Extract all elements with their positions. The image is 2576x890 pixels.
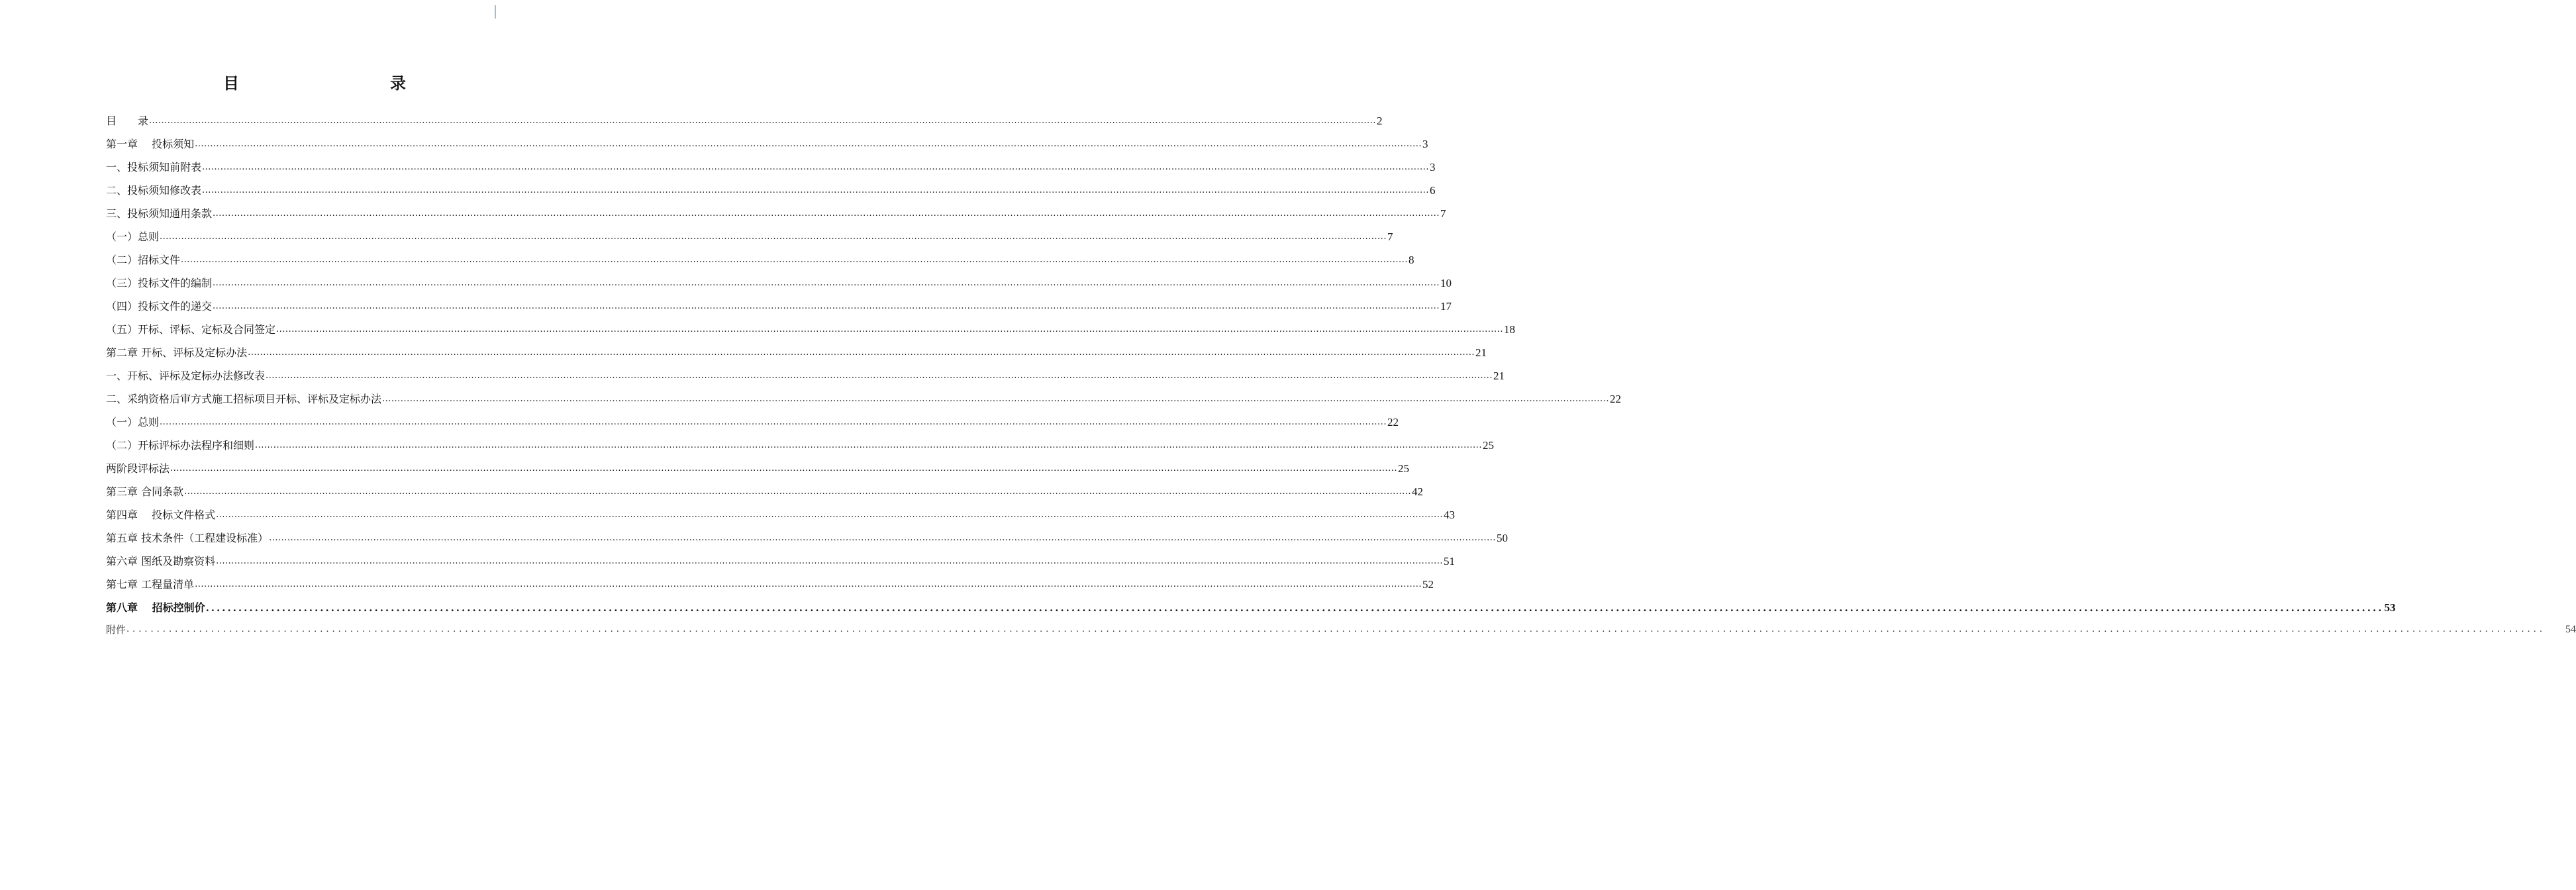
toc-entry[interactable] — [106, 522, 1509, 545]
dot-leader: ................................................................................................................................................................................................................................................................................................................................................................................................................ — [181, 255, 1408, 265]
dot-leader: ................................................................................................................................................................................................................................................................................................................................................................................................................ — [216, 556, 1444, 566]
toc-entry-label: 第七章 工程量清单 — [106, 578, 195, 591]
toc-entry-label: 第四章 投标文件格式 — [106, 509, 216, 521]
toc-entry-page: 21 — [1475, 346, 1487, 359]
dot-leader: ................................................................................................................................................................................................................................................................................................................................................................................................................ — [170, 464, 1397, 473]
toc-entry[interactable] — [106, 128, 1428, 151]
toc-entry-label: 三、投标须知通用条款 — [106, 207, 213, 220]
toc-entry-page: 22 — [1609, 393, 1621, 405]
toc-entry-label: （一）总则 — [106, 230, 160, 243]
toc-entry-label: （四）投标文件的递交 — [106, 300, 213, 313]
toc-entry-label: 二、投标须知修改表 — [106, 184, 202, 197]
toc-entry-page: 42 — [1412, 485, 1424, 498]
toc-entry-page: 54 — [2565, 624, 2576, 635]
toc-entry-page: 8 — [1408, 254, 1414, 266]
toc-entry-page: 3 — [1422, 138, 1428, 150]
toc-entry-page: 43 — [1444, 509, 1456, 521]
toc-entry[interactable] — [106, 591, 2396, 615]
dot-leader: ................................................................................................................................................................................................................................................................................................................................................................................................................ — [213, 209, 1440, 219]
toc-entry[interactable] — [106, 360, 1505, 383]
dot-leader: ................................................................................................................................................................................................................................................................................................................................................................................................................ — [184, 487, 1412, 497]
toc-entry[interactable] — [106, 545, 1456, 568]
page-title: 目 录 — [223, 74, 446, 93]
toc-entry-page: 53 — [2384, 601, 2396, 614]
toc-entry[interactable] — [106, 452, 1409, 475]
toc-entry[interactable] — [106, 313, 1515, 336]
toc-entry[interactable] — [106, 174, 1436, 197]
dot-leader: ................................................................................................................................................................................................................................................................................................................................................................................................................ — [202, 185, 1429, 195]
toc-entry[interactable] — [106, 244, 1414, 267]
toc-entry-label: 二、采纳资格后审方式施工招标项目开标、评标及定标办法 — [106, 393, 382, 405]
toc-entry-page: 50 — [1497, 532, 1509, 544]
dot-leader: ................................................................................................................................................................................................................................................................................................................................................................................................................ — [195, 139, 1422, 149]
toc-entry-label: 第五章 技术条件（工程建设标准） — [106, 532, 269, 544]
toc-entry-page: 22 — [1387, 416, 1399, 428]
toc-entry[interactable] — [106, 429, 1494, 452]
dot-leader: ................................................................................................................................................................................................................................................................................................................................................................................................................ — [276, 324, 1503, 334]
dot-leader: ................................................................................................................................................................................................................................................................................................................................................................................................................ — [213, 278, 1440, 288]
toc-entry-label: （三）投标文件的编制 — [106, 277, 213, 289]
toc-entry-page: 17 — [1440, 300, 1452, 313]
toc-entry[interactable] — [106, 151, 1436, 174]
dot-leader: ................................................................................................................................................................................................................................................................................................................................................................................................................ — [160, 417, 1387, 427]
toc-entry-label: 第一章 投标须知 — [106, 138, 195, 150]
toc-entry[interactable] — [106, 267, 1452, 290]
toc-entry[interactable] — [106, 499, 1456, 522]
toc-entry[interactable] — [106, 568, 1434, 591]
dot-leader: ................................................................................................................................................................................................................................................................................................................................................................................................................ — [126, 624, 2546, 634]
toc-entry-page: 3 — [1429, 161, 1436, 173]
toc-entry-page: 25 — [1482, 439, 1494, 452]
toc-entry-page: 51 — [1444, 555, 1456, 568]
dot-leader: ................................................................................................................................................................................................................................................................................................................................................................................................................ — [205, 602, 2384, 614]
toc-entry-page: 7 — [1387, 230, 1393, 243]
toc-entry-page: 18 — [1503, 323, 1515, 336]
toc-entry[interactable] — [106, 406, 1399, 429]
toc-entry-label: （五）开标、评标、定标及合同签定 — [106, 323, 276, 336]
toc-entry-label: （一）总则 — [106, 416, 160, 428]
dot-leader: ................................................................................................................................................................................................................................................................................................................................................................................................................ — [216, 510, 1444, 520]
toc-entry[interactable] — [106, 197, 1446, 221]
toc-entry[interactable] — [106, 615, 2576, 636]
top-margin-mark — [495, 5, 496, 19]
toc-entry-page: 10 — [1440, 277, 1452, 289]
toc-entry-label: 一、开标、评标及定标办法修改表 — [106, 370, 266, 382]
toc-entry-label: 第二章 开标、评标及定标办法 — [106, 346, 248, 359]
toc-entry-label: 第三章 合同条款 — [106, 485, 184, 498]
toc-entry[interactable] — [106, 336, 1487, 360]
toc-entry-label: 一、投标须知前附表 — [106, 161, 202, 173]
toc-entry[interactable] — [106, 383, 1621, 406]
dot-leader: ................................................................................................................................................................................................................................................................................................................................................................................................................ — [213, 301, 1440, 311]
toc-entry[interactable] — [106, 475, 1424, 499]
toc-entry-page: 2 — [1376, 115, 1383, 127]
dot-leader: ................................................................................................................................................................................................................................................................................................................................................................................................................ — [149, 116, 1376, 126]
toc-entry-label: 第六章 图纸及勘察资料 — [106, 555, 216, 568]
dot-leader: ................................................................................................................................................................................................................................................................................................................................................................................................................ — [382, 394, 1609, 404]
toc-entry-page: 25 — [1397, 462, 1409, 475]
toc-entry-label: 目 录 — [106, 115, 149, 127]
dot-leader: ................................................................................................................................................................................................................................................................................................................................................................................................................ — [255, 440, 1482, 450]
toc-list — [106, 105, 2576, 636]
dot-leader: ................................................................................................................................................................................................................................................................................................................................................................................................................ — [266, 371, 1493, 381]
dot-leader: ................................................................................................................................................................................................................................................................................................................................................................................................................ — [160, 232, 1387, 242]
toc-entry[interactable] — [106, 221, 1393, 244]
toc-entry[interactable] — [106, 290, 1452, 313]
toc-entry-page: 6 — [1429, 184, 1436, 197]
dot-leader: ................................................................................................................................................................................................................................................................................................................................................................................................................ — [195, 579, 1422, 589]
toc-entry-label: （二）招标文件 — [106, 254, 181, 266]
toc-entry-page: 21 — [1493, 370, 1505, 382]
toc-entry-label: 第八章 招标控制价 — [106, 601, 205, 614]
toc-entry-page: 52 — [1422, 578, 1434, 591]
dot-leader: ................................................................................................................................................................................................................................................................................................................................................................................................................ — [269, 533, 1497, 543]
toc-entry-label: 两阶段评标法 — [106, 462, 170, 475]
toc-entry-page: 7 — [1440, 207, 1446, 220]
dot-leader: ................................................................................................................................................................................................................................................................................................................................................................................................................ — [248, 348, 1475, 358]
toc-entry[interactable] — [106, 105, 1383, 128]
dot-leader: ................................................................................................................................................................................................................................................................................................................................................................................................................ — [202, 162, 1429, 172]
toc-entry-label: 附件 — [106, 624, 126, 636]
toc-entry-label: （二）开标评标办法程序和细则 — [106, 439, 255, 452]
